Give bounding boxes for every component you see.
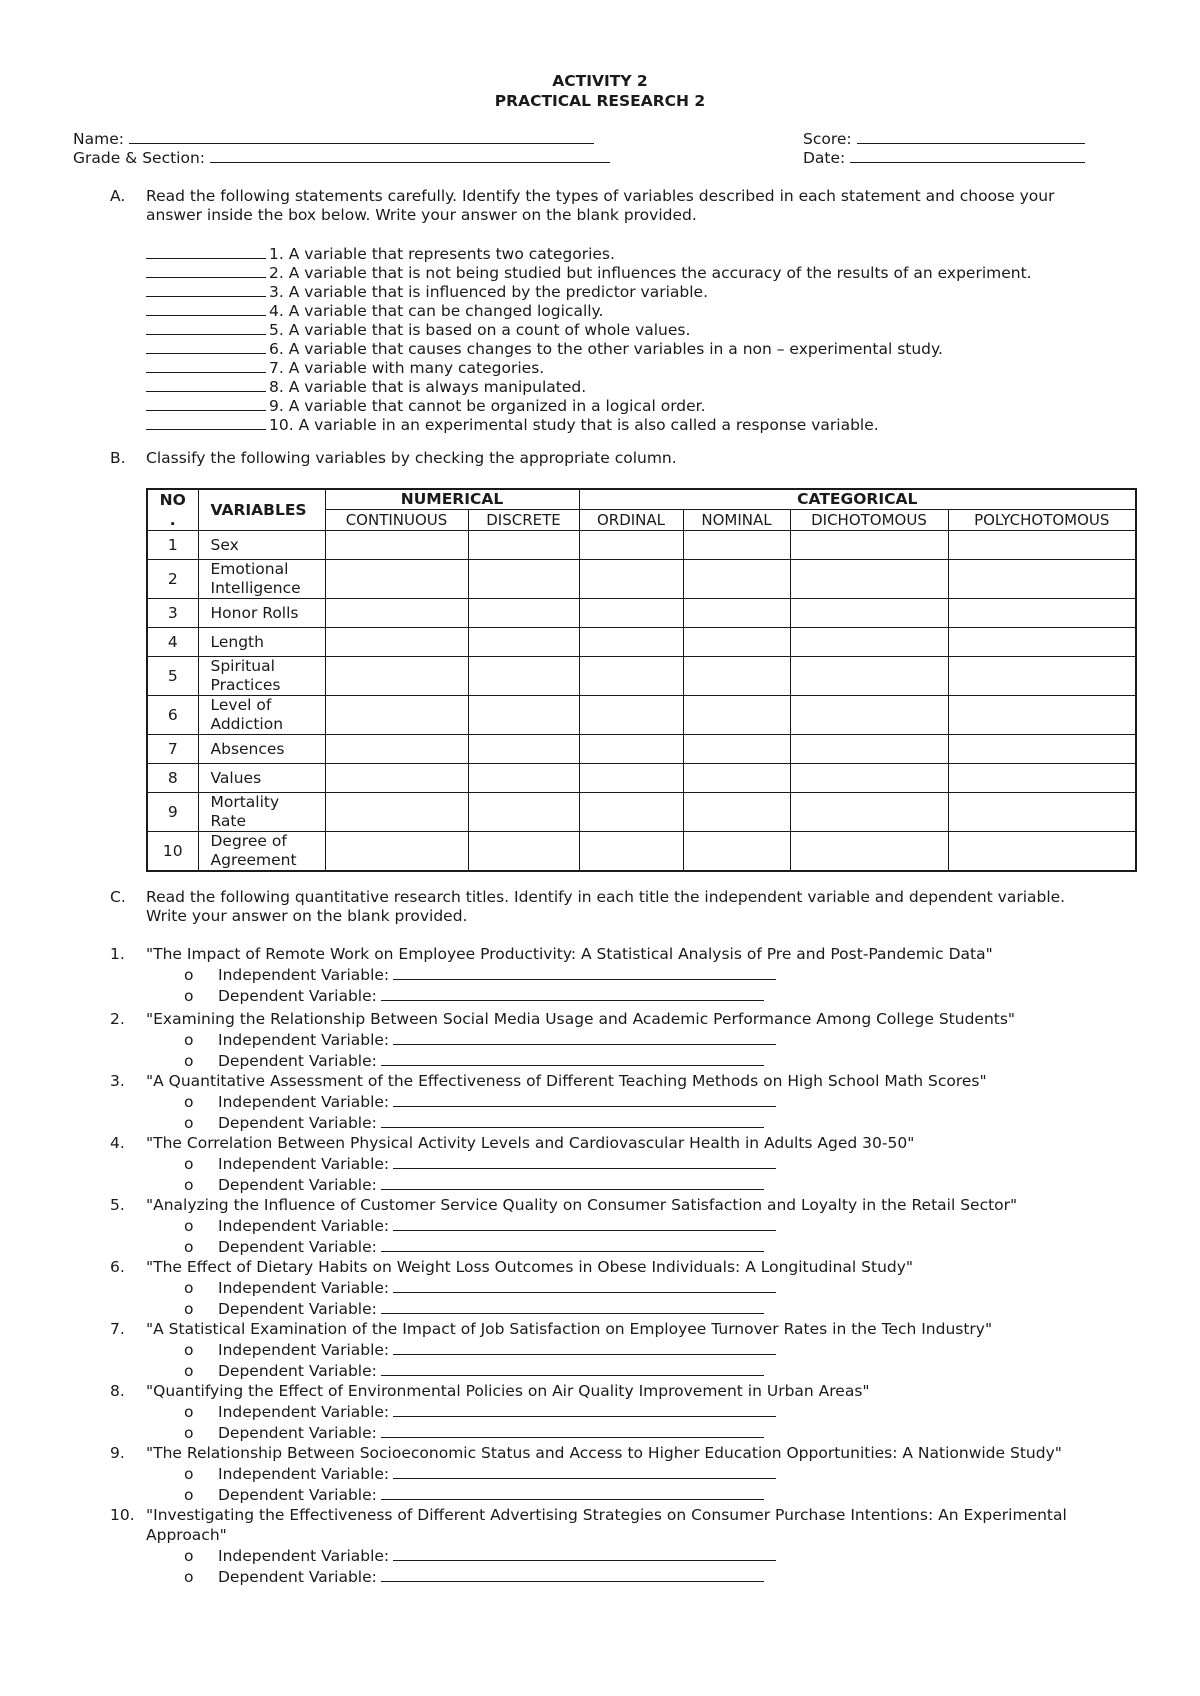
check-cell[interactable] — [790, 628, 948, 657]
nominal-header: NOMINAL — [683, 509, 790, 530]
variable-name: Spiritual Practices — [198, 657, 325, 696]
bullet-icon: o — [184, 1341, 194, 1359]
independent-variable-blank[interactable] — [393, 1464, 776, 1479]
check-cell[interactable] — [948, 657, 1136, 696]
check-cell[interactable] — [325, 628, 468, 657]
no-header: NO . — [147, 489, 198, 531]
table-row — [147, 628, 1136, 657]
numerical-header: NUMERICAL — [325, 489, 579, 509]
research-title-cont: Approach" — [146, 1526, 227, 1544]
check-cell[interactable] — [468, 735, 579, 764]
check-cell[interactable] — [790, 832, 948, 872]
answer-blank[interactable] — [146, 263, 266, 278]
statement-text: 1. A variable that represents two categories. — [269, 245, 615, 263]
dependent-variable-label: Dependent Variable: — [218, 1568, 377, 1586]
dependent-variable-row — [184, 1113, 764, 1132]
dependent-variable-blank[interactable] — [381, 1423, 764, 1438]
score-blank[interactable] — [857, 129, 1085, 144]
check-cell[interactable] — [948, 793, 1136, 832]
independent-variable-label: Independent Variable: — [218, 1279, 390, 1297]
statement-item — [146, 282, 708, 301]
classification-table — [146, 488, 1137, 872]
check-cell[interactable] — [579, 560, 683, 599]
statement-item — [146, 320, 690, 339]
dependent-variable-blank[interactable] — [381, 1175, 764, 1190]
bullet-icon: o — [184, 1547, 194, 1565]
bullet-icon: o — [184, 1403, 194, 1421]
dependent-variable-label: Dependent Variable: — [218, 1362, 377, 1380]
row-number: 5 — [147, 657, 198, 696]
check-cell[interactable] — [325, 657, 468, 696]
independent-variable-row — [184, 1154, 776, 1173]
title-number: 7. — [110, 1320, 125, 1338]
dependent-variable-blank[interactable] — [381, 1237, 764, 1252]
variable-name: Length — [198, 628, 325, 657]
bullet-icon: o — [184, 1217, 194, 1235]
check-cell[interactable] — [948, 531, 1136, 560]
check-cell[interactable] — [683, 735, 790, 764]
check-cell[interactable] — [790, 560, 948, 599]
variable-name: Honor Rolls — [198, 599, 325, 628]
dependent-variable-label: Dependent Variable: — [218, 1176, 377, 1194]
dependent-variable-blank[interactable] — [381, 1299, 764, 1314]
check-cell[interactable] — [579, 735, 683, 764]
independent-variable-label: Independent Variable: — [218, 966, 390, 984]
row-number: 3 — [147, 599, 198, 628]
bullet-icon: o — [184, 1093, 194, 1111]
row-number: 4 — [147, 628, 198, 657]
dependent-variable-row — [184, 1051, 764, 1070]
check-cell[interactable] — [579, 657, 683, 696]
answer-blank[interactable] — [146, 320, 266, 335]
dependent-variable-blank[interactable] — [381, 986, 764, 1001]
check-cell[interactable] — [683, 793, 790, 832]
categorical-header: CATEGORICAL — [579, 489, 1136, 509]
dependent-variable-row — [184, 1299, 764, 1318]
polychotomous-header: POLYCHOTOMOUS — [948, 509, 1136, 530]
variable-name: Sex — [198, 531, 325, 560]
title-number: 2. — [110, 1010, 125, 1028]
name-label: Name: — [73, 130, 124, 148]
title-number: 9. — [110, 1444, 125, 1462]
check-cell[interactable] — [948, 599, 1136, 628]
date-label: Date: — [803, 149, 846, 167]
check-cell[interactable] — [790, 531, 948, 560]
independent-variable-label: Independent Variable: — [218, 1031, 390, 1049]
bullet-icon: o — [184, 1176, 194, 1194]
check-cell[interactable] — [325, 531, 468, 560]
statement-text: 3. A variable that is influenced by the predictor variable. — [269, 283, 709, 301]
independent-variable-blank[interactable] — [393, 965, 776, 980]
bullet-icon: o — [184, 1465, 194, 1483]
check-cell[interactable] — [683, 832, 790, 872]
bullet-icon: o — [184, 966, 194, 984]
independent-variable-row — [184, 1340, 776, 1359]
table-row — [147, 696, 1136, 735]
answer-blank[interactable] — [146, 396, 266, 411]
check-cell[interactable] — [325, 793, 468, 832]
bullet-icon: o — [184, 987, 194, 1005]
research-title: "Examining the Relationship Between Social Media Usage and Academic Performance Among College Students" — [146, 1010, 1016, 1028]
section-c-letter: C. — [110, 888, 126, 906]
dependent-variable-label: Dependent Variable: — [218, 1114, 377, 1132]
check-cell[interactable] — [948, 628, 1136, 657]
grade-section-blank[interactable] — [210, 148, 610, 163]
independent-variable-row — [184, 1464, 776, 1483]
continuous-header: CONTINUOUS — [325, 509, 468, 530]
dependent-variable-row — [184, 1567, 764, 1586]
dependent-variable-blank[interactable] — [381, 1485, 764, 1500]
check-cell[interactable] — [948, 696, 1136, 735]
independent-variable-row — [184, 1278, 776, 1297]
statement-text: 8. A variable that is always manipulated. — [269, 378, 587, 396]
variable-name: Degree of Agreement — [198, 832, 325, 872]
table-row — [147, 657, 1136, 696]
check-cell[interactable] — [579, 531, 683, 560]
research-title: "The Impact of Remote Work on Employee Productivity: A Statistical Analysis of Pre and Post-Pandemic Data" — [146, 945, 993, 963]
independent-variable-blank[interactable] — [393, 1216, 776, 1231]
answer-blank[interactable] — [146, 339, 266, 354]
independent-variable-row — [184, 1030, 776, 1049]
row-number: 8 — [147, 764, 198, 793]
section-b-letter: B. — [110, 449, 126, 467]
independent-variable-blank[interactable] — [393, 1154, 776, 1169]
independent-variable-label: Independent Variable: — [218, 1547, 390, 1565]
bullet-icon: o — [184, 1486, 194, 1504]
independent-variable-blank[interactable] — [393, 1546, 776, 1561]
dependent-variable-label: Dependent Variable: — [218, 1486, 377, 1504]
answer-blank[interactable] — [146, 358, 266, 373]
dependent-variable-row — [184, 1423, 764, 1442]
check-cell[interactable] — [948, 560, 1136, 599]
dichotomous-header: DICHOTOMOUS — [790, 509, 948, 530]
research-title: "Investigating the Effectiveness of Different Advertising Strategies on Consumer Purchase Intentions: An Experimental — [146, 1506, 1067, 1524]
check-cell[interactable] — [325, 764, 468, 793]
bullet-icon: o — [184, 1568, 194, 1586]
independent-variable-row — [184, 1402, 776, 1421]
check-cell[interactable] — [579, 793, 683, 832]
research-title: "Quantifying the Effect of Environmental Policies on Air Quality Improvement in Urban Areas" — [146, 1382, 870, 1400]
dependent-variable-label: Dependent Variable: — [218, 1424, 377, 1442]
check-cell[interactable] — [468, 657, 579, 696]
table-row — [147, 599, 1136, 628]
dependent-variable-row — [184, 1485, 764, 1504]
statement-item — [146, 396, 706, 415]
independent-variable-blank[interactable] — [393, 1402, 776, 1417]
statement-item — [146, 301, 603, 320]
check-cell[interactable] — [790, 657, 948, 696]
bullet-icon: o — [184, 1424, 194, 1442]
statement-item — [146, 377, 586, 396]
statement-text: 4. A variable that can be changed logically. — [269, 302, 604, 320]
independent-variable-label: Independent Variable: — [218, 1403, 390, 1421]
check-cell[interactable] — [468, 764, 579, 793]
bullet-icon: o — [184, 1031, 194, 1049]
check-cell[interactable] — [468, 628, 579, 657]
grade-section-label: Grade & Section: — [73, 149, 206, 167]
table-row — [147, 735, 1136, 764]
ordinal-header: ORDINAL — [579, 509, 683, 530]
independent-variable-row — [184, 1546, 776, 1565]
discrete-header: DISCRETE — [468, 509, 579, 530]
independent-variable-blank[interactable] — [393, 1030, 776, 1045]
bullet-icon: o — [184, 1300, 194, 1318]
check-cell[interactable] — [790, 696, 948, 735]
check-cell[interactable] — [468, 531, 579, 560]
check-cell[interactable] — [468, 832, 579, 872]
statement-text: 6. A variable that causes changes to the other variables in a non – experimental study. — [269, 340, 943, 358]
check-cell[interactable] — [579, 764, 683, 793]
row-number: 1 — [147, 531, 198, 560]
answer-blank[interactable] — [146, 282, 266, 297]
dependent-variable-label: Dependent Variable: — [218, 1238, 377, 1256]
section-a-instruction-2: answer inside the box below. Write your answer on the blank provided. — [146, 206, 697, 224]
title-number: 5. — [110, 1196, 125, 1214]
check-cell[interactable] — [683, 560, 790, 599]
check-cell[interactable] — [468, 696, 579, 735]
check-cell[interactable] — [683, 531, 790, 560]
independent-variable-label: Independent Variable: — [218, 1341, 390, 1359]
independent-variable-label: Independent Variable: — [218, 1465, 390, 1483]
table-row — [147, 764, 1136, 793]
check-cell[interactable] — [683, 764, 790, 793]
table-row — [147, 560, 1136, 599]
table-row — [147, 832, 1136, 872]
check-cell[interactable] — [790, 793, 948, 832]
check-cell[interactable] — [948, 764, 1136, 793]
check-cell[interactable] — [579, 599, 683, 628]
title-number: 8. — [110, 1382, 125, 1400]
row-number: 7 — [147, 735, 198, 764]
dependent-variable-blank[interactable] — [381, 1113, 764, 1128]
research-title: "The Correlation Between Physical Activity Levels and Cardiovascular Health in Adults Aged 30-50" — [146, 1134, 915, 1152]
name-field[interactable] — [73, 129, 594, 148]
independent-variable-row — [184, 965, 776, 984]
score-field[interactable] — [803, 129, 1085, 148]
title-number: 6. — [110, 1258, 125, 1276]
independent-variable-blank[interactable] — [393, 1278, 776, 1293]
bullet-icon: o — [184, 1279, 194, 1297]
dependent-variable-blank[interactable] — [381, 1361, 764, 1376]
dependent-variable-label: Dependent Variable: — [218, 1052, 377, 1070]
check-cell[interactable] — [683, 657, 790, 696]
section-b-instruction: Classify the following variables by checking the appropriate column. — [146, 449, 677, 467]
check-cell[interactable] — [468, 793, 579, 832]
check-cell[interactable] — [790, 599, 948, 628]
statement-item — [146, 415, 879, 434]
check-cell[interactable] — [468, 599, 579, 628]
variables-header: VARIABLES — [198, 489, 325, 531]
bullet-icon: o — [184, 1238, 194, 1256]
dependent-variable-label: Dependent Variable: — [218, 1300, 377, 1318]
check-cell[interactable] — [683, 599, 790, 628]
check-cell[interactable] — [468, 560, 579, 599]
check-cell[interactable] — [579, 832, 683, 872]
check-cell[interactable] — [948, 735, 1136, 764]
research-title: "A Quantitative Assessment of the Effectiveness of Different Teaching Methods on High School Math Scores" — [146, 1072, 987, 1090]
answer-blank[interactable] — [146, 415, 266, 430]
bullet-icon: o — [184, 1114, 194, 1132]
research-title: "Analyzing the Influence of Customer Service Quality on Consumer Satisfaction and Loyalty in the Retail Sector" — [146, 1196, 1018, 1214]
statement-text: 10. A variable in an experimental study that is also called a response variable. — [269, 416, 879, 434]
check-cell[interactable] — [325, 735, 468, 764]
row-number: 6 — [147, 696, 198, 735]
date-blank[interactable] — [850, 148, 1085, 163]
check-cell[interactable] — [579, 628, 683, 657]
check-cell[interactable] — [579, 696, 683, 735]
statement-text: 9. A variable that cannot be organized in a logical order. — [269, 397, 706, 415]
check-cell[interactable] — [325, 832, 468, 872]
check-cell[interactable] — [325, 696, 468, 735]
independent-variable-label: Independent Variable: — [218, 1217, 390, 1235]
dependent-variable-row — [184, 1361, 764, 1380]
page-title: ACTIVITY 2 — [552, 72, 648, 90]
score-label: Score: — [803, 130, 852, 148]
title-number: 4. — [110, 1134, 125, 1152]
table-row — [147, 531, 1136, 560]
section-c-instruction: Read the following quantitative research titles. Identify in each title the independent variable and dependent variable. — [146, 888, 1066, 906]
bullet-icon: o — [184, 1362, 194, 1380]
independent-variable-blank[interactable] — [393, 1092, 776, 1107]
statement-text: 7. A variable with many categories. — [269, 359, 545, 377]
research-title: "A Statistical Examination of the Impact of Job Satisfaction on Employee Turnover Rates in the Tech Industry" — [146, 1320, 993, 1338]
title-number: 1. — [110, 945, 125, 963]
row-number: 2 — [147, 560, 198, 599]
variable-name: Emotional Intelligence — [198, 560, 325, 599]
section-c-instruction-2: Write your answer on the blank provided. — [146, 907, 468, 925]
answer-blank[interactable] — [146, 301, 266, 316]
independent-variable-blank[interactable] — [393, 1340, 776, 1355]
bullet-icon: o — [184, 1052, 194, 1070]
row-number: 10 — [147, 832, 198, 872]
dependent-variable-row — [184, 1237, 764, 1256]
check-cell[interactable] — [948, 832, 1136, 872]
statement-item — [146, 339, 943, 358]
independent-variable-label: Independent Variable: — [218, 1155, 390, 1173]
dependent-variable-blank[interactable] — [381, 1051, 764, 1066]
name-blank[interactable] — [129, 129, 594, 144]
bullet-icon: o — [184, 1155, 194, 1173]
check-cell[interactable] — [790, 735, 948, 764]
independent-variable-row — [184, 1216, 776, 1235]
variable-name: Level of Addiction — [198, 696, 325, 735]
row-number: 9 — [147, 793, 198, 832]
check-cell[interactable] — [325, 560, 468, 599]
table-row — [147, 793, 1136, 832]
dependent-variable-blank[interactable] — [381, 1567, 764, 1582]
dependent-variable-label: Dependent Variable: — [218, 987, 377, 1005]
title-number: 3. — [110, 1072, 125, 1090]
research-title: "The Relationship Between Socioeconomic Status and Access to Higher Education Opportunities: A Nationwide Study" — [146, 1444, 1062, 1462]
variable-name: Mortality Rate — [198, 793, 325, 832]
statement-item — [146, 263, 1032, 282]
statement-text: 2. A variable that is not being studied but influences the accuracy of the results of an experiment. — [269, 264, 1032, 282]
answer-blank[interactable] — [146, 244, 266, 259]
answer-blank[interactable] — [146, 377, 266, 392]
research-title: "The Effect of Dietary Habits on Weight Loss Outcomes in Obese Individuals: A Longitudinal Study" — [146, 1258, 914, 1276]
independent-variable-label: Independent Variable: — [218, 1093, 390, 1111]
independent-variable-row — [184, 1092, 776, 1111]
dependent-variable-row — [184, 986, 764, 1005]
variable-name: Absences — [198, 735, 325, 764]
check-cell[interactable] — [325, 599, 468, 628]
check-cell[interactable] — [790, 764, 948, 793]
date-field[interactable] — [803, 148, 1085, 167]
variable-name: Values — [198, 764, 325, 793]
dependent-variable-row — [184, 1175, 764, 1194]
page-subtitle: PRACTICAL RESEARCH 2 — [494, 92, 706, 110]
grade-section-field[interactable] — [73, 148, 610, 167]
statement-item — [146, 358, 544, 377]
statement-item — [146, 244, 615, 263]
check-cell[interactable] — [683, 628, 790, 657]
check-cell[interactable] — [683, 696, 790, 735]
title-number: 10. — [110, 1506, 135, 1524]
section-a-letter: A. — [110, 187, 126, 205]
statement-text: 5. A variable that is based on a count of whole values. — [269, 321, 691, 339]
section-a-instruction: Read the following statements carefully. Identify the types of variables described in each statement and choose your — [146, 187, 1055, 205]
